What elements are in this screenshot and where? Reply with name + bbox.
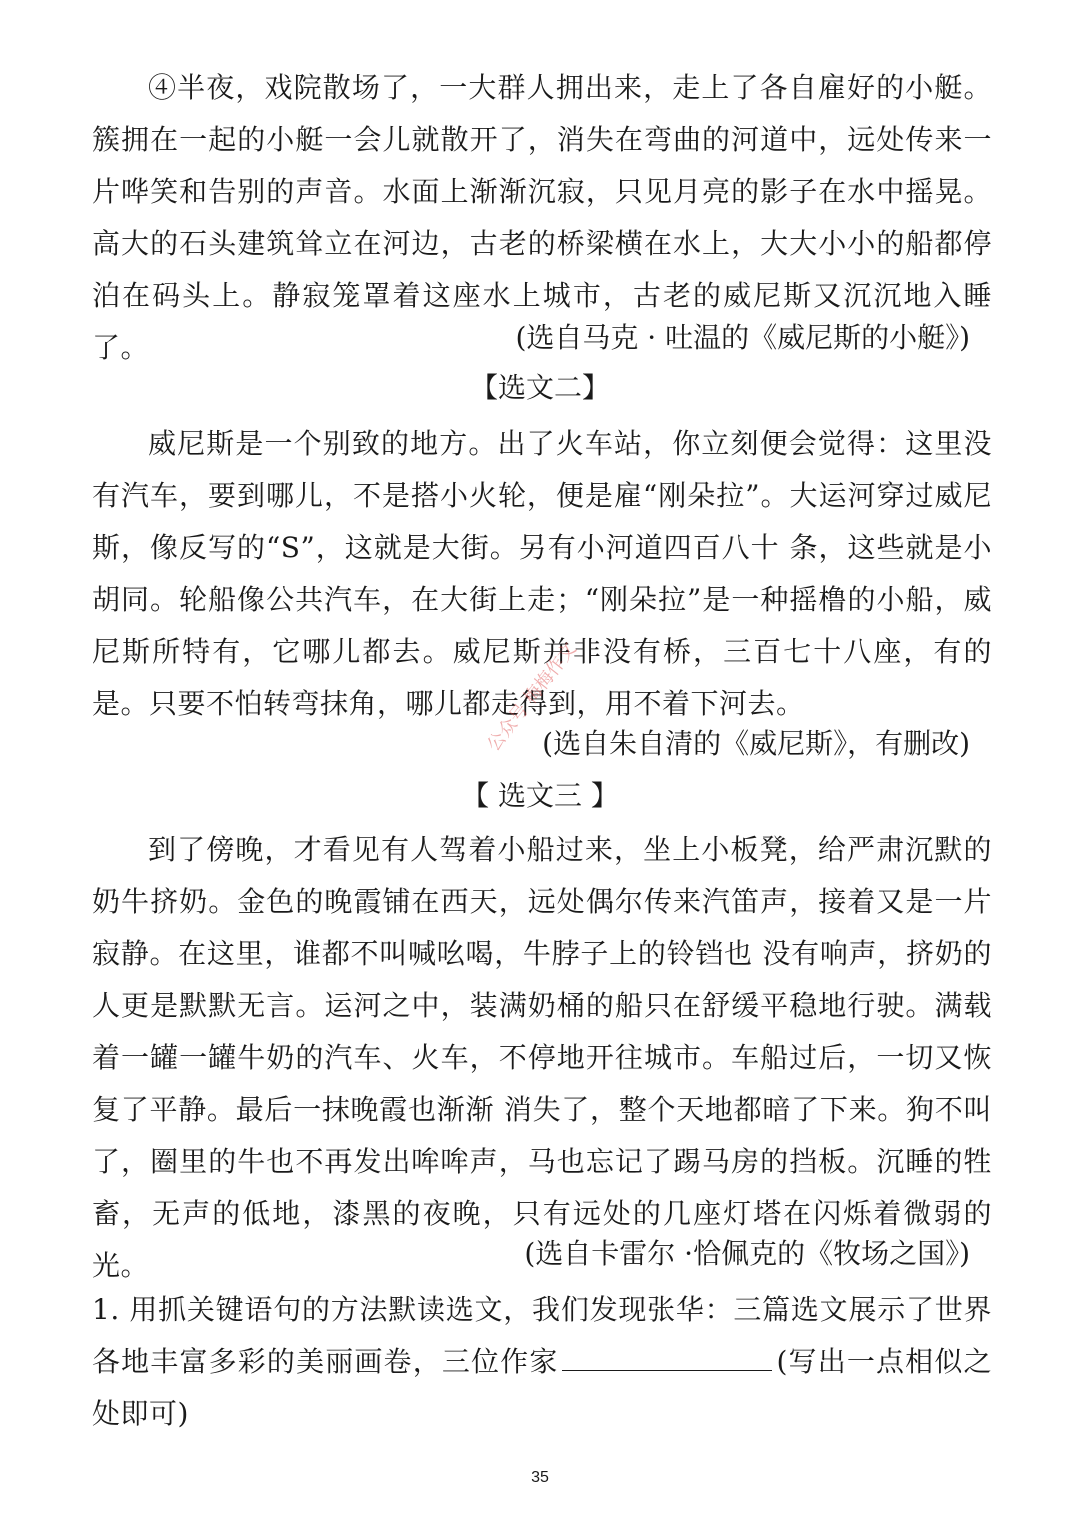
passage-three-title: 【 选文三 】 — [461, 779, 619, 812]
passage-three-paragraph: 到了傍晚，才看见有人驾着小船过来，坐上小板凳，给严肃沉默的奶牛挤奶。金色的晚霞铺在西天，远处偶尔传来汽笛声，接着又是一片寂静。在这里，谁都不叫喊吆喝，牛脖子上的铃铛也 没有响声，挤奶的人更是默默无言。运河之中，装满奶桶的船只在舒缓平稳地行驶。满载着一罐一罐牛奶的汽车、火车，不停地开往城市。车船过后，一切又恢复了平静。最后一抹晚霞也渐渐 消失了，整个天地都暗了下来。狗不叫了，圈里的牛也不再发出哞哞声，马也忘记了踢马房的挡板。沉睡的牲畜，无声的低地，漆黑的夜晚，只有远处的几座灯塔在闪烁着微弱的光。 — [92, 833, 992, 1282]
passage-two-title: 【选文二】 — [469, 371, 610, 404]
passage-one-source: (选自马克 · 吐温的《威尼斯的小艇》) — [515, 321, 970, 354]
answer-blank[interactable] — [562, 1342, 772, 1371]
passage-two-paragraph: 威尼斯是一个别致的地方。出了火车站，你立刻便会觉得：这里没有汽车，要到哪儿，不是搭小火轮，便是雇“刚朵拉”。大运河穿过威尼斯，像反写的“S”，这就是大街。另有小河道四百八十 条，这些就是小胡同。轮船像公共汽车，在大街上走；“刚朵拉”是一种摇橹的小船，威尼斯所特有，它哪儿都去。威尼斯并非没有桥，三百七十八座，有的是。只要不怕转弯抹角，哪儿都走得到，用不着下河去。 — [92, 427, 992, 720]
page-number: 35 — [531, 1469, 549, 1486]
watermark: 公众号 梅梅作文 — [483, 638, 581, 756]
passage-three-source: (选自卡雷尔 ·恰佩克的《牧场之国》) — [524, 1237, 970, 1270]
question-1 — [92, 1284, 992, 1440]
passage-one-paragraph-4: ④半夜，戏院散场了，一大群人拥出来，走上了各自雇好的小艇。簇拥在一起的小艇一会儿就散开了，消失在弯曲的河道中，远处传来一片哗笑和告别的声音。水面上渐渐沉寂，只见月亮的影子在水中摇晃。高大的石头建筑耸立在河边，古老的桥梁横在水上，大大小小的船都停泊在码头上。静寂笼罩着这座水上城市，古老的威尼斯又沉沉地入睡了。 — [92, 71, 992, 364]
passage-two-source: (选自朱自清的《威尼斯》，有删改) — [542, 727, 970, 760]
question-1-hint: (写出一点相似之处即可) — [92, 1345, 992, 1430]
question-1-text: 1. 用抓关键语句的方法默读选文，我们发现张华：三篇选文展示了世界各地丰富多彩的美丽画卷，三位作家 — [92, 1293, 992, 1378]
